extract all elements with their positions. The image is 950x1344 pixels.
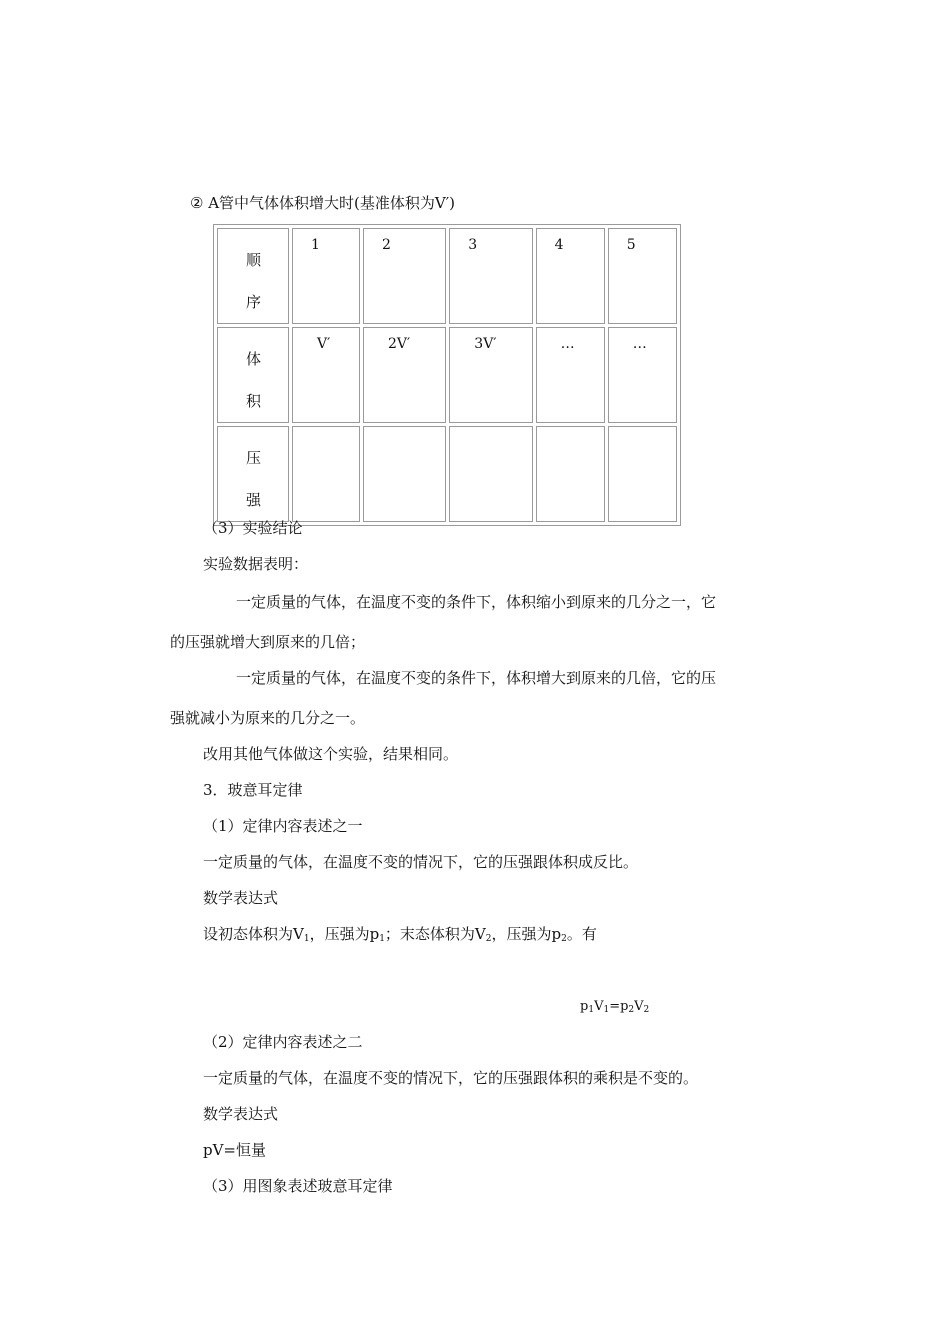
paragraph-1-line-2: 的压强就增大到原来的几倍； — [170, 633, 366, 651]
initial-final-state-text: 设初态体积为$V_1$，压强为$p_1$；末态体积为$V_2$，压强为$p_2$。有 — [203, 925, 597, 944]
table-cell — [449, 426, 532, 522]
math-expression-label-2: 数学表达式 — [203, 1105, 279, 1123]
table-cell — [363, 426, 446, 522]
law-statement-2-heading: （2）定律内容表述之二 — [203, 1033, 363, 1051]
table-cell — [536, 426, 605, 522]
table-cell: 2 — [363, 228, 446, 324]
math-expression-label-1: 数学表达式 — [203, 889, 279, 907]
row-header-order: 顺 序 — [217, 228, 289, 324]
paragraph-2-line-1: 一定质量的气体，在温度不变的条件下，体积增大到原来的几倍，它的压 — [236, 669, 717, 687]
table-cell: 5 — [608, 228, 677, 324]
table-cell: … — [536, 327, 605, 423]
law-statement-1-text: 一定质量的气体，在温度不变的情况下，它的压强跟体积成反比。 — [203, 853, 639, 871]
row-header-volume: 体 积 — [217, 327, 289, 423]
boyle-law-heading: 3．玻意耳定律 — [203, 781, 303, 799]
table-row — [217, 327, 677, 423]
law-statement-2-text: 一定质量的气体，在温度不变的情况下，它的压强跟体积的乘积是不变的。 — [203, 1069, 699, 1087]
table-cell: 1 — [292, 228, 360, 324]
paragraph-1-line-1: 一定质量的气体，在温度不变的条件下，体积缩小到原来的几分之一，它 — [236, 593, 717, 611]
paragraph-2-line-2: 强就减小为原来的几分之一。 — [170, 709, 366, 727]
data-shows-text: 实验数据表明： — [203, 555, 309, 573]
table-row — [217, 426, 677, 522]
table-cell — [608, 426, 677, 522]
pv-constant-formula: pV=恒量 — [203, 1141, 267, 1159]
table-row — [217, 228, 677, 324]
table-cell: 4 — [536, 228, 605, 324]
table-cell: V′ — [292, 327, 360, 423]
row-header-pressure: 压 强 — [217, 426, 289, 522]
table-cell — [292, 426, 360, 522]
table-cell: … — [608, 327, 677, 423]
other-gas-text: 改用其他气体做这个实验，结果相同。 — [203, 745, 459, 763]
section-conclusion-heading: （3）实验结论 — [203, 519, 303, 537]
table-cell: 2V′ — [363, 327, 446, 423]
pressure-volume-table — [213, 224, 681, 526]
table-cell: 3V′ — [449, 327, 532, 423]
table-caption: ② A管中气体体积增大时(基准体积为V′) — [190, 194, 455, 212]
law-statement-1-heading: （1）定律内容表述之一 — [203, 817, 363, 835]
boyle-formula: $p_1V_1=p_2V_2$ — [580, 999, 650, 1015]
table-cell: 3 — [449, 228, 532, 324]
graph-statement-heading: （3）用图象表述玻意耳定律 — [203, 1177, 393, 1195]
